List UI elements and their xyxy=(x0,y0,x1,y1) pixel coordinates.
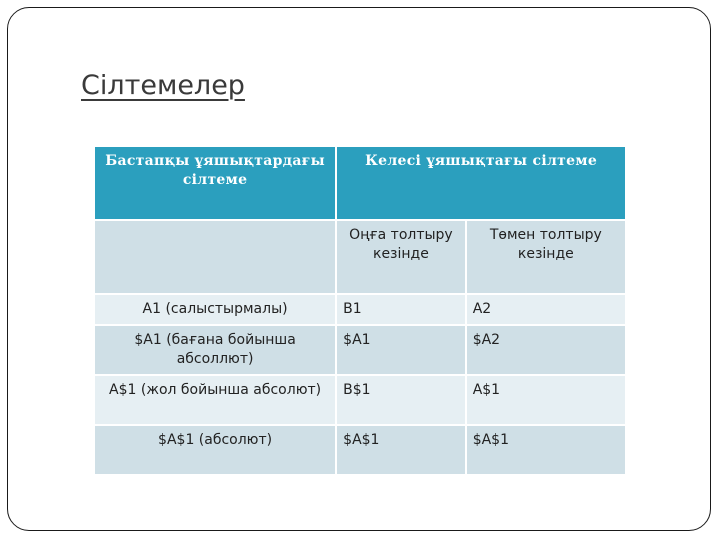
cell-fill-down: $A$1 xyxy=(466,425,626,475)
slide-title: Сілтемелер xyxy=(81,70,245,101)
cell-fill-right: B$1 xyxy=(336,375,466,425)
table-header-row xyxy=(94,146,626,220)
header-source-reference: Бастапқы ұяшықтардағы сілтеме xyxy=(94,146,336,220)
cell-source: $A$1 (абсолют) xyxy=(94,425,336,475)
table-subheader-row xyxy=(94,220,626,294)
table-row xyxy=(94,375,626,425)
table-row xyxy=(94,425,626,475)
cell-source: A1 (салыстырмалы) xyxy=(94,294,336,325)
subheader-empty xyxy=(94,220,336,294)
references-table xyxy=(93,145,627,476)
cell-fill-down: A$1 xyxy=(466,375,626,425)
table-row xyxy=(94,294,626,325)
table-row xyxy=(94,325,626,375)
cell-fill-down: A2 xyxy=(466,294,626,325)
header-next-cell-reference: Келесі ұяшықтағы сілтеме xyxy=(336,146,626,220)
subheader-fill-right: Оңға толтыру кезінде xyxy=(336,220,466,294)
cell-fill-right: $A1 xyxy=(336,325,466,375)
cell-source: A$1 (жол бойынша абсолют) xyxy=(94,375,336,425)
cell-fill-right: $A$1 xyxy=(336,425,466,475)
subheader-fill-down: Төмен толтыру кезінде xyxy=(466,220,626,294)
cell-source: $A1 (бағана бойынша абсоллют) xyxy=(94,325,336,375)
cell-fill-down: $A2 xyxy=(466,325,626,375)
cell-fill-right: B1 xyxy=(336,294,466,325)
